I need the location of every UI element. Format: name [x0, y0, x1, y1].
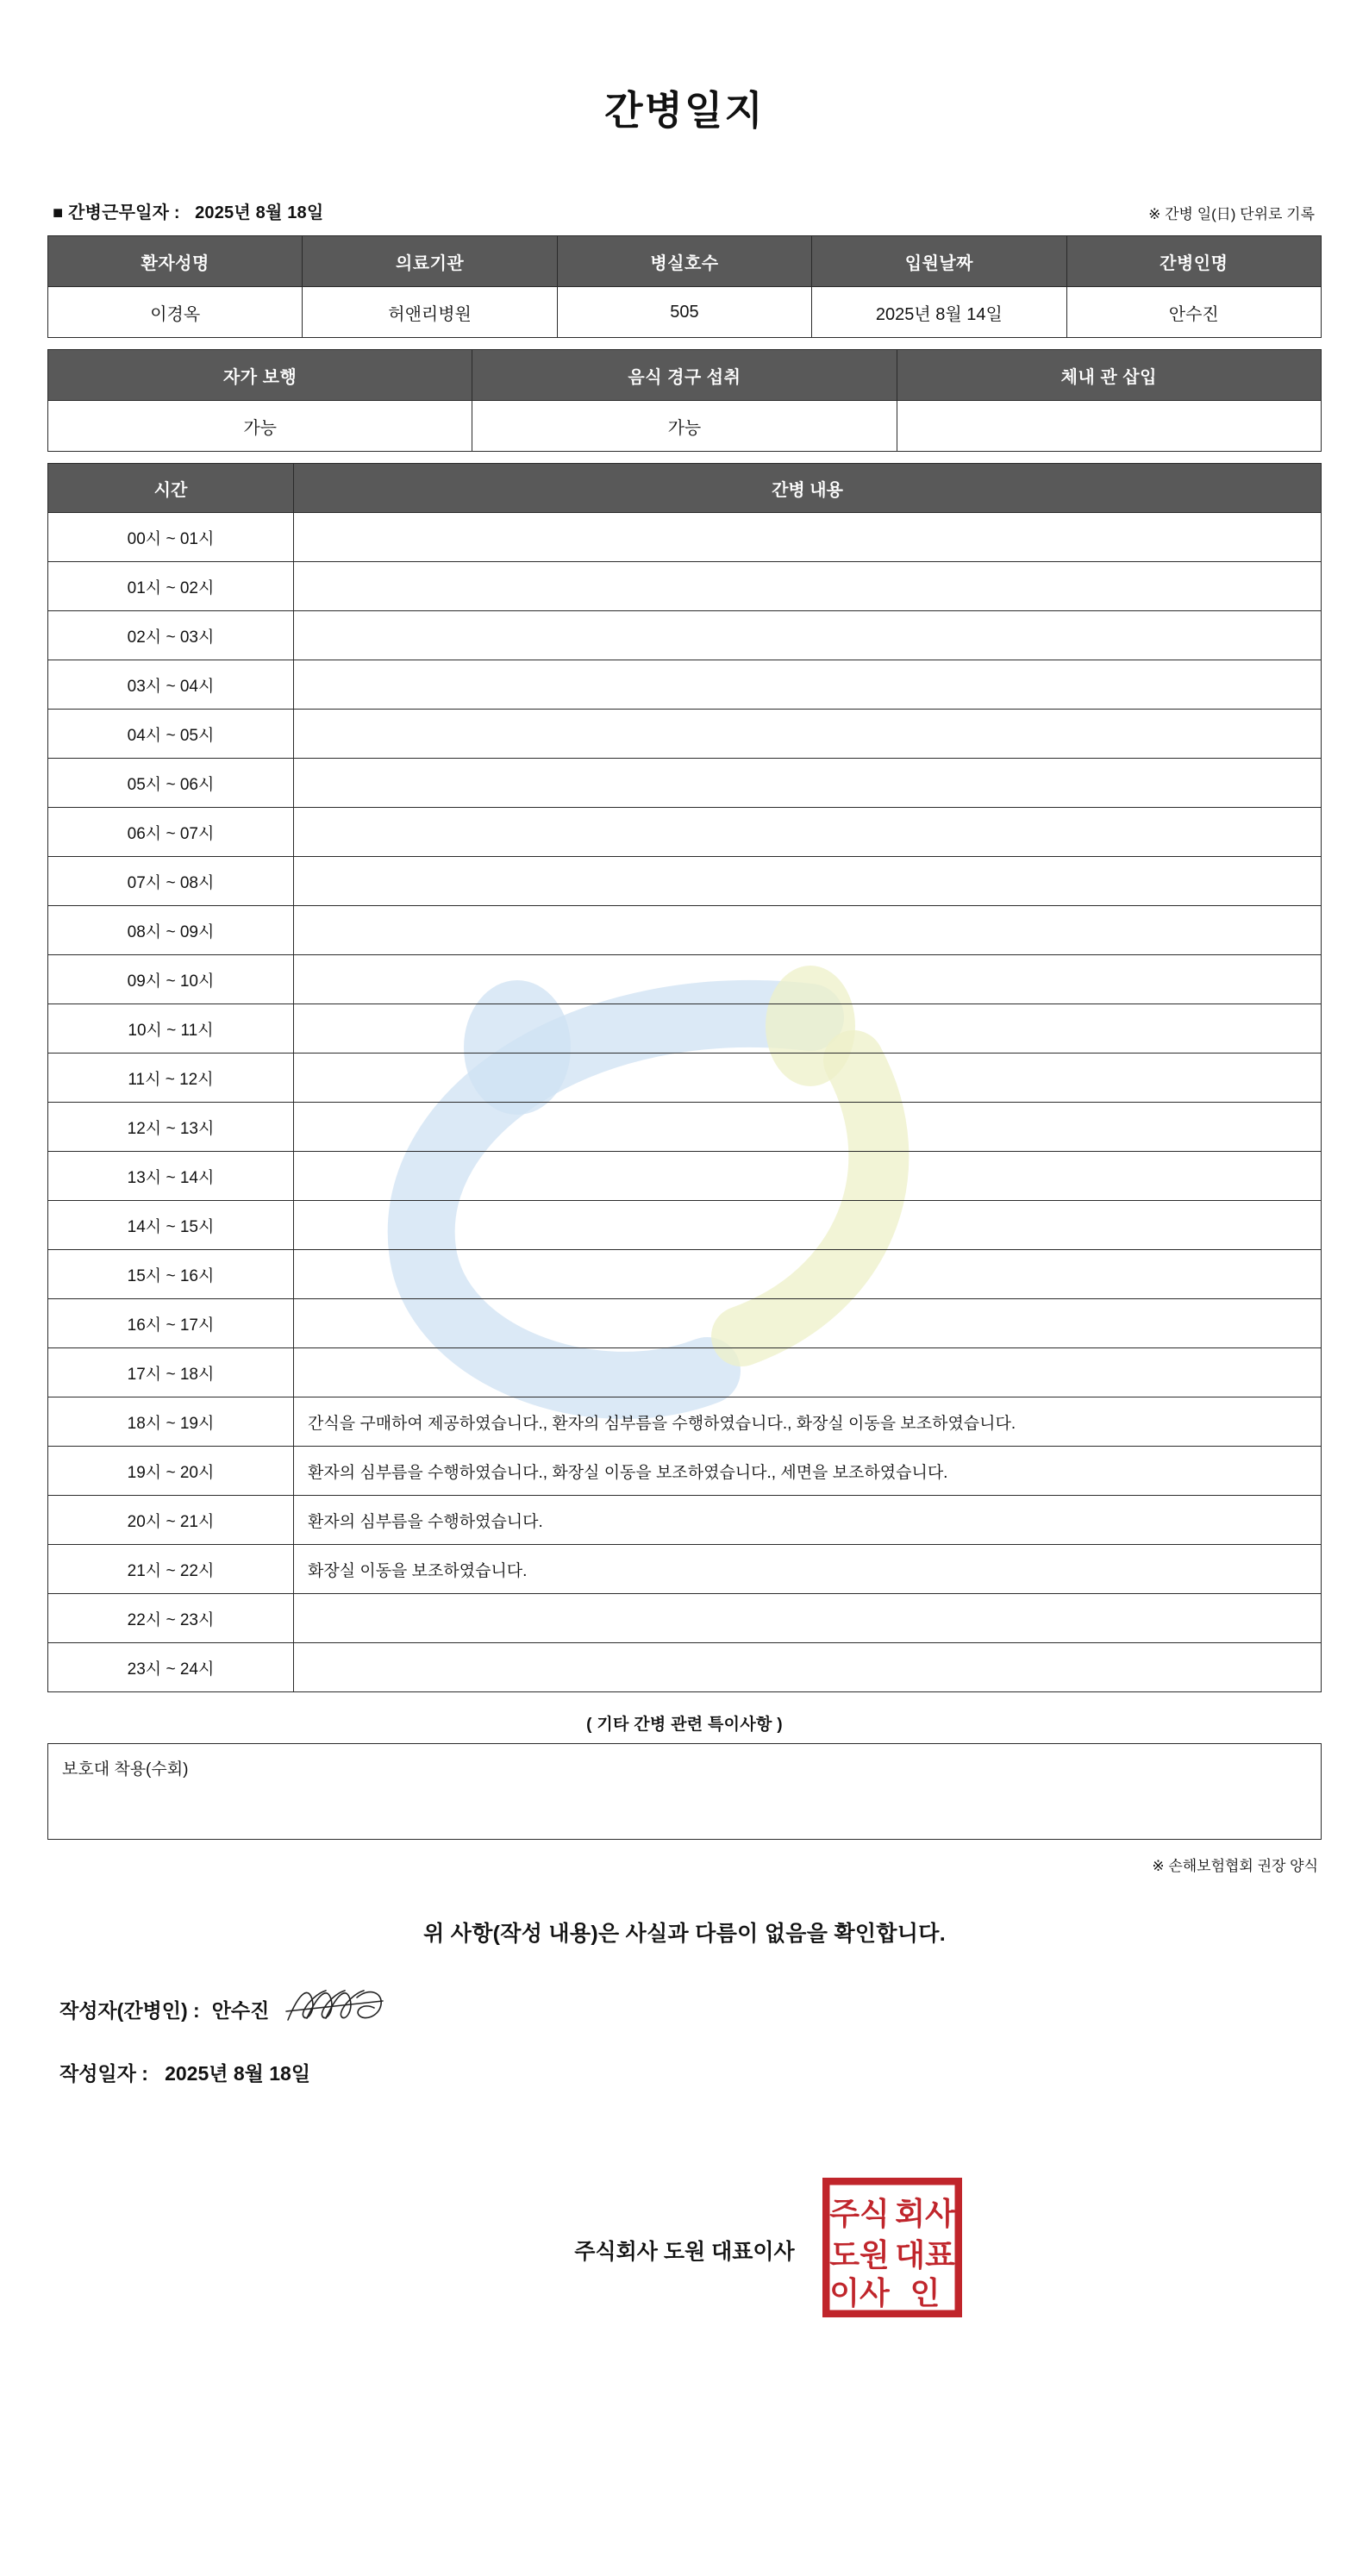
svg-text:도원: 도원	[829, 2238, 890, 2273]
cell-note	[294, 1594, 1322, 1643]
write-date-value: 2025년 8월 18일	[165, 2062, 311, 2085]
page-title: 간병일지	[604, 88, 765, 133]
cell-time: 07시 ~ 08시	[48, 857, 294, 906]
table-row	[48, 401, 1322, 452]
table-row	[48, 1201, 1322, 1250]
writer-label: 작성자(간병인) :	[59, 1998, 200, 2022]
table-row	[48, 1299, 1322, 1348]
table-row	[48, 513, 1322, 562]
cell-note	[294, 611, 1322, 660]
cell-time: 00시 ~ 01시	[48, 513, 294, 562]
col-self-ambulation: 자가 보행	[48, 350, 472, 401]
cell-time: 15시 ~ 16시	[48, 1250, 294, 1299]
value-room-number: 505	[557, 287, 811, 338]
cell-note	[294, 1348, 1322, 1397]
value-admission-date: 2025년 8월 14일	[812, 287, 1066, 338]
write-date-line	[47, 2058, 1322, 2086]
cell-time: 09시 ~ 10시	[48, 955, 294, 1004]
meta-row	[47, 198, 1322, 223]
association-note: ※ 손해보험협회 권장 양식	[1152, 1858, 1318, 1874]
cell-note	[294, 660, 1322, 710]
care-log-table	[47, 463, 1322, 1692]
cell-note	[294, 1054, 1322, 1103]
cell-note	[294, 906, 1322, 955]
cell-time: 14시 ~ 15시	[48, 1201, 294, 1250]
cell-time: 19시 ~ 20시	[48, 1447, 294, 1496]
value-caregiver-name: 안수진	[1066, 287, 1321, 338]
cell-time: 17시 ~ 18시	[48, 1348, 294, 1397]
patient-info-table	[47, 235, 1322, 338]
cell-time: 05시 ~ 06시	[48, 759, 294, 808]
cell-time: 03시 ~ 04시	[48, 660, 294, 710]
company-signature-row	[47, 2160, 1322, 2311]
cell-note	[294, 1299, 1322, 1348]
table-row	[48, 660, 1322, 710]
cell-time: 11시 ~ 12시	[48, 1054, 294, 1103]
table-row-header	[48, 236, 1322, 287]
work-date-label: ■ 간병근무일자 :	[53, 203, 180, 222]
value-tube-insertion	[897, 401, 1321, 452]
care-log-body	[48, 513, 1322, 1692]
cell-note: 화장실 이동을 보조하였습니다.	[294, 1545, 1322, 1594]
table-row	[48, 759, 1322, 808]
cell-time: 21시 ~ 22시	[48, 1545, 294, 1594]
svg-text:인: 인	[910, 2276, 941, 2311]
cell-time: 22시 ~ 23시	[48, 1594, 294, 1643]
cell-note	[294, 759, 1322, 808]
company-seal-stamp-icon	[822, 2178, 962, 2317]
cell-note: 환자의 심부름을 수행하였습니다., 화장실 이동을 보조하였습니다., 세면을 보조하였습니다.	[294, 1447, 1322, 1496]
cell-note	[294, 808, 1322, 857]
table-row	[48, 1054, 1322, 1103]
svg-text:이사: 이사	[829, 2276, 890, 2311]
table-row-header	[48, 350, 1322, 401]
table-row	[48, 857, 1322, 906]
value-oral-intake: 가능	[472, 401, 897, 452]
etc-content-box: 보호대 착용(수회)	[47, 1743, 1322, 1840]
table-row	[48, 1447, 1322, 1496]
svg-text:대표: 대표	[895, 2238, 955, 2273]
value-hospital: 허앤리병원	[303, 287, 557, 338]
value-self-ambulation: 가능	[48, 401, 472, 452]
col-hospital: 의료기관	[303, 236, 557, 287]
col-care-content: 간병 내용	[294, 464, 1322, 513]
col-patient-name: 환자성명	[48, 236, 303, 287]
cell-note	[294, 955, 1322, 1004]
cell-note	[294, 1004, 1322, 1054]
work-date	[53, 198, 323, 223]
write-date-label: 작성일자 :	[59, 2062, 148, 2085]
col-oral-intake: 음식 경구 섭취	[472, 350, 897, 401]
cell-time: 06시 ~ 07시	[48, 808, 294, 857]
table-row	[48, 1594, 1322, 1643]
cell-time: 20시 ~ 21시	[48, 1496, 294, 1545]
table-row	[48, 710, 1322, 759]
work-date-value: 2025년 8월 18일	[195, 203, 324, 222]
cell-note: 간식을 구매하여 제공하였습니다., 환자의 심부름을 수행하였습니다., 화장실 이동을 보조하였습니다.	[294, 1397, 1322, 1447]
table-row	[48, 287, 1322, 338]
cell-note	[294, 1643, 1322, 1692]
company-name: 주식회사 도원 대표이사	[574, 2240, 795, 2264]
table-row	[48, 1643, 1322, 1692]
cell-time: 04시 ~ 05시	[48, 710, 294, 759]
cell-time: 10시 ~ 11시	[48, 1004, 294, 1054]
cell-note	[294, 1152, 1322, 1201]
cell-time: 18시 ~ 19시	[48, 1397, 294, 1447]
cell-note	[294, 1250, 1322, 1299]
table-row-header	[48, 464, 1322, 513]
table-row	[48, 1348, 1322, 1397]
table-row	[48, 1103, 1322, 1152]
cell-note	[294, 1103, 1322, 1152]
cell-time: 08시 ~ 09시	[48, 906, 294, 955]
cell-time: 02시 ~ 03시	[48, 611, 294, 660]
table-row	[48, 1496, 1322, 1545]
table-row	[48, 955, 1322, 1004]
value-patient-name: 이경옥	[48, 287, 303, 338]
cell-note: 환자의 심부름을 수행하였습니다.	[294, 1496, 1322, 1545]
cell-time: 23시 ~ 24시	[48, 1643, 294, 1692]
cell-time: 01시 ~ 02시	[48, 562, 294, 611]
cell-note	[294, 1201, 1322, 1250]
cell-time: 16시 ~ 17시	[48, 1299, 294, 1348]
status-table	[47, 349, 1322, 452]
cell-note	[294, 513, 1322, 562]
table-row	[48, 1397, 1322, 1447]
svg-text:주식: 주식	[829, 2197, 890, 2232]
unit-note: ※ 간병 일(日) 단위로 기록	[1148, 206, 1315, 222]
handwritten-signature-icon	[281, 1982, 393, 2029]
writer-line	[47, 1985, 1322, 2032]
col-time: 시간	[48, 464, 294, 513]
table-row	[48, 1152, 1322, 1201]
cell-note	[294, 562, 1322, 611]
table-row	[48, 906, 1322, 955]
cell-time: 13시 ~ 14시	[48, 1152, 294, 1201]
table-row	[48, 562, 1322, 611]
col-tube-insertion: 체내 관 삽입	[897, 350, 1321, 401]
etc-section-title: ( 기타 간병 관련 특이사항 )	[586, 1716, 783, 1734]
col-admission-date: 입원날짜	[812, 236, 1066, 287]
confirmation-statement: 위 사항(작성 내용)은 사실과 다름이 없음을 확인합니다.	[423, 1922, 946, 1946]
writer-value: 안수진	[211, 1998, 270, 2022]
table-row	[48, 1545, 1322, 1594]
table-row	[48, 808, 1322, 857]
svg-text:회사: 회사	[895, 2197, 955, 2232]
cell-note	[294, 710, 1322, 759]
col-caregiver-name: 간병인명	[1066, 236, 1321, 287]
table-row	[48, 1250, 1322, 1299]
table-row	[48, 611, 1322, 660]
cell-note	[294, 857, 1322, 906]
table-row	[48, 1004, 1322, 1054]
cell-time: 12시 ~ 13시	[48, 1103, 294, 1152]
col-room-number: 병실호수	[557, 236, 811, 287]
